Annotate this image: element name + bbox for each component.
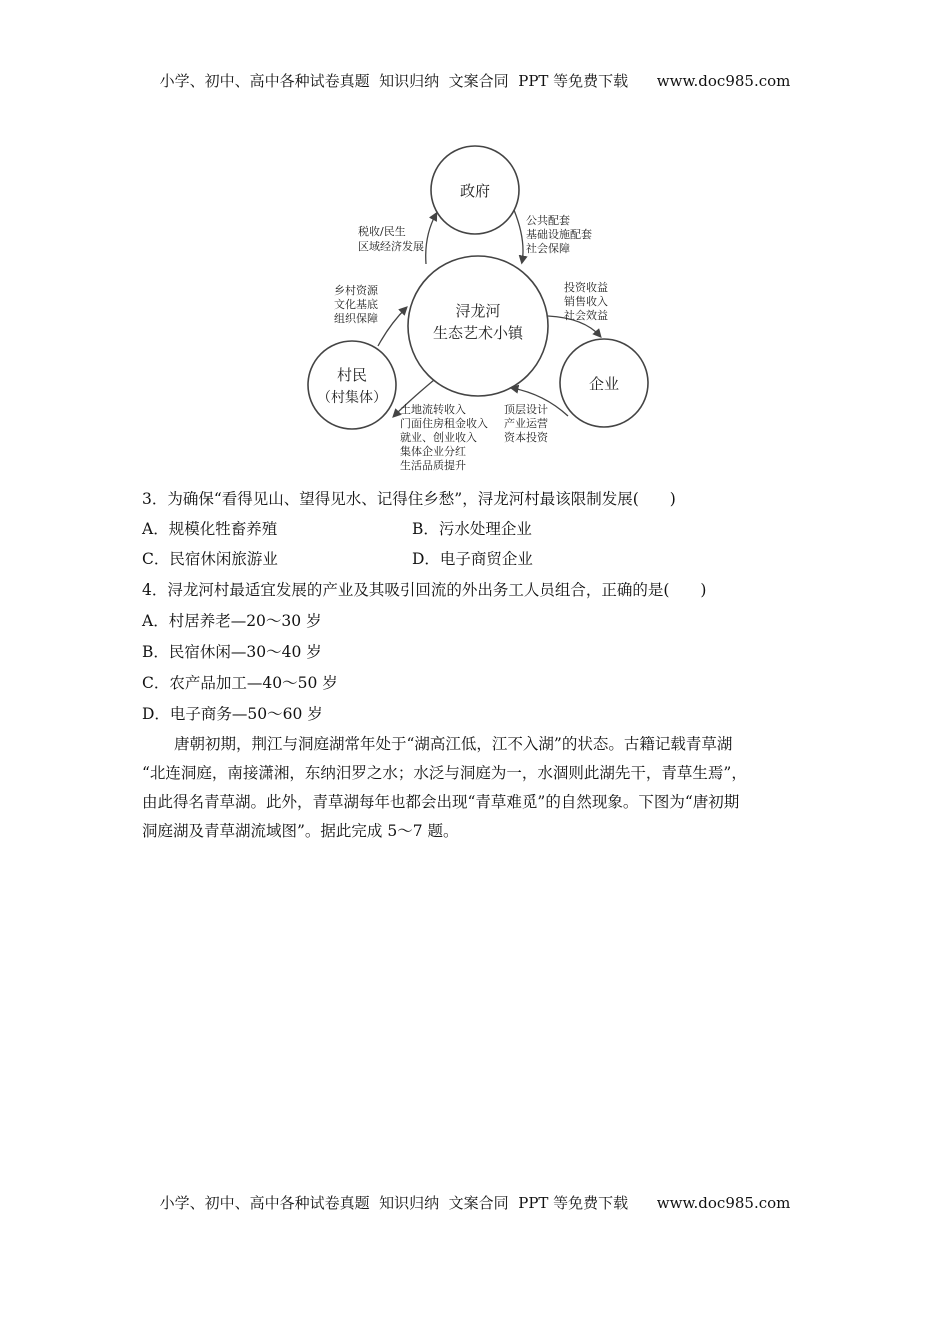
gov-out-label: 社会保障 [526, 242, 570, 255]
gov-in-label: 税收/民生 [358, 225, 406, 238]
passage-line: 由此得名青草湖。此外，青草湖每年也都会出现“青草难觅”的自然现象。下图为“唐初期 [142, 793, 740, 811]
question-3-option-c[interactable]: C．民宿休闲旅游业 [142, 550, 278, 568]
question-3-option-b[interactable]: B．污水处理企业 [412, 520, 532, 538]
center-to-enterprise-label: 销售收入 [564, 295, 608, 308]
question-3-option-d[interactable]: D．电子商贸企业 [412, 550, 533, 568]
enterprise-to-center-label: 资本投资 [504, 431, 548, 444]
question-3-option-a[interactable]: A．规模化牲畜养殖 [142, 520, 278, 538]
center-to-enterprise-label: 社会效益 [564, 309, 608, 322]
passage-line: 唐朝初期，荆江与洞庭湖常年处于“湖高江低，江不入湖”的状态。古籍记载青草湖 [174, 735, 733, 753]
villagers-to-center-label: 乡村资源 [334, 284, 378, 297]
villagers-label-line2: （村集体） [317, 390, 387, 406]
question-4-stem: 4．浔龙河村最适宜发展的产业及其吸引回流的外出务工人员组合，正确的是( ) [142, 581, 707, 599]
gov-in-label: 区域经济发展 [358, 240, 424, 253]
passage-line: “北连洞庭，南接潇湘，东纳汨罗之水；水泛与洞庭为一，水涸则此湖先干，青草生焉”， [142, 764, 747, 782]
government-label: 政府 [459, 182, 491, 200]
enterprise-to-center-label: 顶层设计 [504, 403, 548, 416]
passage [142, 730, 822, 846]
villagers-to-center-label: 文化基底 [334, 298, 378, 311]
center-to-villagers-label: 生活品质提升 [400, 459, 466, 472]
center-label-line2: 生态艺术小镇 [432, 324, 524, 342]
question-4-option-a[interactable]: A．村居养老—20～30 岁 [142, 612, 322, 630]
arrow-center-to-gov [426, 214, 436, 264]
question-4-option-d[interactable]: D．电子商务—50～60 岁 [142, 705, 323, 723]
center-to-villagers-label: 土地流转收入 [400, 403, 466, 416]
page-header: 小学、初中、高中各种试卷真题 知识归纳 文案合同 PPT 等免费下载 www.doc985.com [159, 72, 791, 90]
center-to-villagers-label: 集体企业分红 [400, 445, 466, 458]
gov-out-label: 公共配套 [526, 214, 570, 227]
gov-out-label: 基础设施配套 [526, 228, 592, 241]
center-to-villagers-label: 门面住房租金收入 [400, 417, 488, 430]
villagers-label-line1: 村民 [336, 366, 368, 384]
enterprise-to-center-label: 产业运营 [504, 417, 548, 430]
center-to-villagers-label: 就业、创业收入 [400, 431, 477, 444]
question-3-stem: 3．为确保“看得见山、望得见水、记得住乡愁”，浔龙河村最该限制发展( ) [142, 490, 676, 508]
center-to-enterprise-label: 投资收益 [564, 281, 608, 294]
arrow-gov-to-center [514, 210, 523, 262]
passage-line: 洞庭湖及青草湖流域图”。据此完成 5～7 题。 [142, 822, 459, 840]
enterprise-label: 企业 [588, 375, 620, 393]
stakeholder-diagram [300, 140, 660, 480]
center-label-line1: 浔龙河 [455, 302, 501, 320]
question-4-option-c[interactable]: C．农产品加工—40～50 岁 [142, 674, 338, 692]
question-4-option-b[interactable]: B．民宿休闲—30～40 岁 [142, 643, 322, 661]
arrow-villagers-to-center [378, 308, 406, 346]
villagers-circle [308, 341, 396, 429]
page-footer: 小学、初中、高中各种试卷真题 知识归纳 文案合同 PPT 等免费下载 www.doc985.com [159, 1194, 791, 1212]
villagers-to-center-label: 组织保障 [334, 312, 378, 325]
